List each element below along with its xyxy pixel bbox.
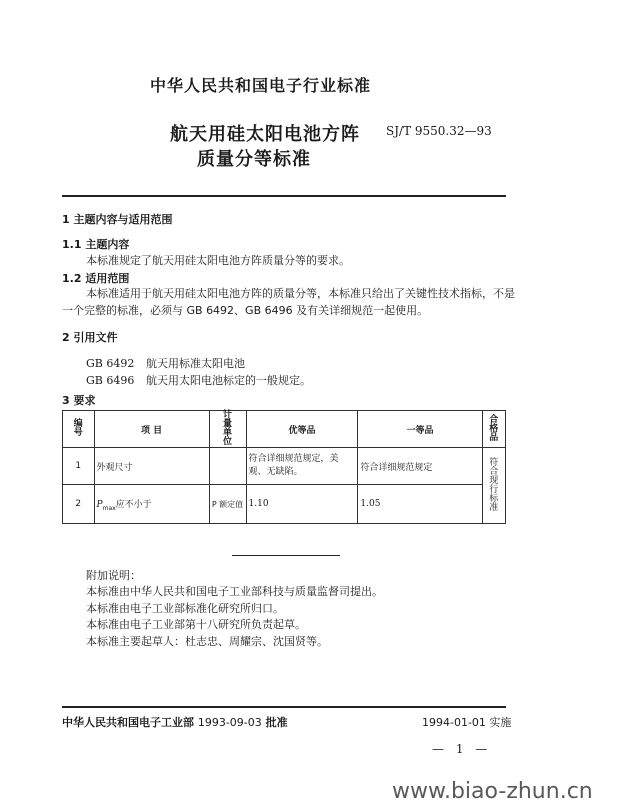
approval-statement	[62, 714, 288, 730]
section-1-2-text-line2: 一个完整的标准，必须与 GB 6492、GB 6496 及有关详细规范一起使用。	[62, 304, 429, 317]
table-row	[63, 448, 506, 485]
notes-line-4: 本标准主要起草人：杜志忠、周耀宗、沈国贤等。	[86, 635, 328, 648]
standard-code: SJ/T 9550.32—93	[386, 124, 492, 138]
ref-title-1: 航天用标准太阳电池	[146, 357, 245, 370]
section-1-heading: 1 主题内容与适用范围	[62, 213, 173, 226]
row1-item: 外观尺寸	[94, 448, 209, 485]
row2-excellent: 1.10	[246, 485, 358, 524]
implementation-date: 1994-01-01 实施	[422, 716, 512, 729]
section-1-2-text-line1: 本标准适用于航天用硅太阳电池方阵的质量分等，本标准只给出了关键性技术指标，不是	[86, 287, 515, 300]
header-first: 一等品	[358, 411, 482, 448]
watermark: www.biao-zhun.cn	[392, 779, 593, 804]
header-qualified: 合格品	[482, 411, 505, 448]
section-2-heading: 2 引用文件	[62, 331, 118, 344]
issuing-organization: 中华人民共和国电子行业标准	[150, 76, 372, 95]
section-1-2-heading: 1.2 适用范围	[62, 272, 130, 285]
row1-first: 符合详细规范规定	[358, 448, 482, 485]
notes-line-2: 本标准由电子工业部标准化研究所归口。	[86, 602, 284, 615]
ref-code-2: GB 6496	[86, 374, 135, 387]
row1-no: 1	[63, 448, 95, 485]
approval-suffix: 批准	[265, 716, 288, 729]
header-no: 编号	[63, 411, 95, 448]
document-title-line1: 航天用硅太阳电池方阵	[170, 124, 360, 145]
header-unit: 计量单位	[209, 411, 246, 448]
row2-first: 1.05	[358, 485, 482, 524]
requirements-table	[62, 410, 506, 524]
document-title-line2: 质量分等标准	[197, 149, 311, 170]
approval-org: 中华人民共和国电子工业部	[62, 716, 194, 729]
row1-excellent: 符合详细规范规定，美观、无缺陷。	[246, 448, 358, 485]
notes-title: 附加说明：	[86, 569, 141, 582]
row2-no: 2	[63, 485, 95, 524]
row1-unit	[209, 448, 246, 485]
section-1-1-text: 本标准规定了航天用硅太阳电池方阵质量分等的要求。	[86, 254, 350, 267]
page-number: — 1 —	[432, 742, 492, 756]
header-divider	[62, 195, 506, 197]
header-item: 项 目	[94, 411, 209, 448]
section-3-heading: 3 要求	[62, 394, 96, 407]
ref-code-1: GB 6492	[86, 357, 135, 370]
section-1-1-heading: 1.1 主题内容	[62, 238, 130, 251]
row2-item: $P_{max}$应不小于	[94, 485, 209, 524]
notes-line-1: 本标准由中华人民共和国电子工业部科技与质量监督司提出。	[86, 585, 383, 598]
notes-divider	[232, 555, 340, 556]
table-row	[63, 485, 506, 524]
row-qualified: 符合现行标准	[482, 448, 505, 524]
notes-line-3: 本标准由电子工业部第十八研究所负责起草。	[86, 618, 306, 631]
header-excellent: 优等品	[246, 411, 358, 448]
row2-unit: P 额定值	[209, 485, 246, 524]
ref-title-2: 航天用太阳电池标定的一般规定。	[146, 374, 311, 387]
approval-date: 1993-09-03	[197, 716, 262, 729]
footer-divider	[62, 706, 506, 708]
table-header-row	[63, 411, 506, 448]
